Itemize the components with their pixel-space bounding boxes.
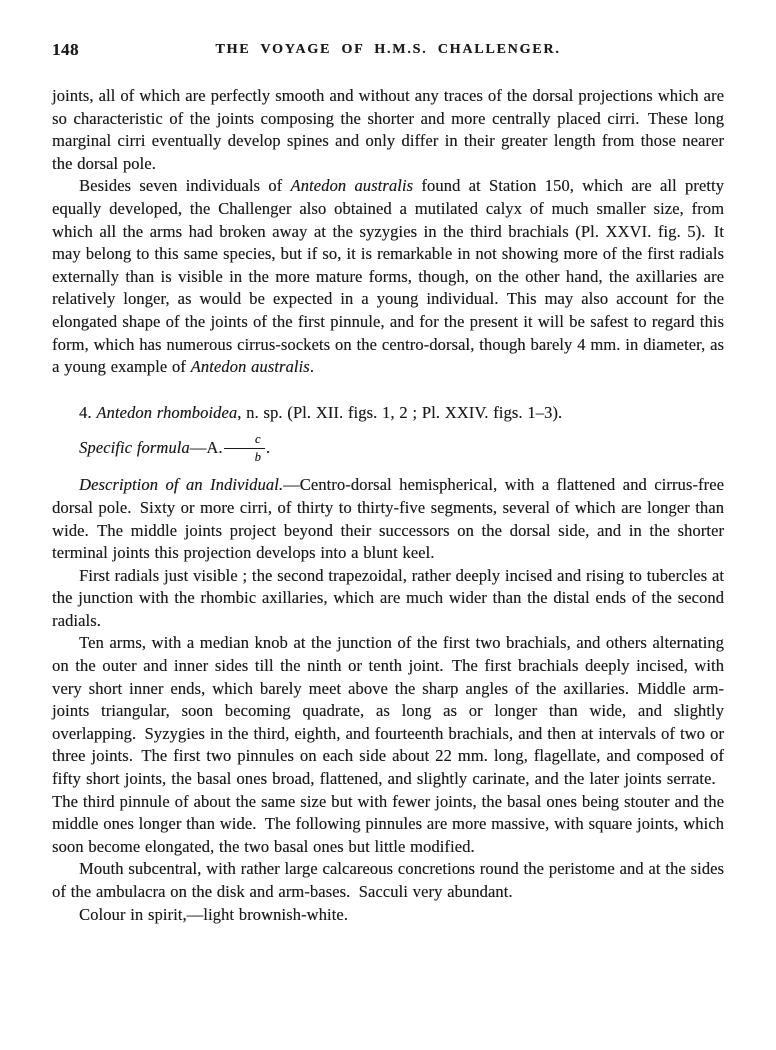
page-body	[52, 85, 724, 926]
paragraph-mouth	[52, 858, 724, 903]
italic-text-run: Specific formula	[79, 438, 190, 458]
paragraph-joints-continuation	[52, 85, 724, 175]
paragraph-ten-arms	[52, 632, 724, 858]
text-run: Colour in spirit,—light brownish-white.	[79, 904, 348, 924]
running-title: THE VOYAGE OF H.M.S. CHALLENGER.	[215, 42, 561, 57]
fraction-denominator: b	[224, 448, 265, 464]
paragraph-description	[52, 474, 724, 564]
italic-text-run: Antedon australis	[290, 176, 414, 196]
text-run: found at Station 150, which are all pretty equally developed, the Challenger also obtained a mutilated calyx of much smaller size, from which all the arms had broken away at the syzygies in the third brachials (Pl. XXVI. fig. 5). It may belong to this same species, but if so, it is remarkable in not showing more of the first radials externally than is visible in the more mature forms, though, on the other hand, the axillaries are relatively longer, as would be expected in a young individual. This may also account for the elongated shape of the joints of the first pinnule, and for the present it will be safest to regard this form, which has numerous cirrus-sockets on the centro-dorsal, though barely 4 mm. in diameter, as a young example of	[52, 176, 725, 377]
text-run: .	[265, 438, 271, 458]
text-run: 4.	[79, 402, 97, 422]
text-run: .	[309, 357, 314, 377]
italic-text-run: Antedon rhomboidea	[96, 402, 238, 422]
text-run: joints, all of which are perfectly smooth and without any traces of the dorsal projections which are so characteristic of the joints composing the shorter and more centrally placed cirri. These long marginal cirri eventually develop spines and only differ in their greater length from those nearer the dorsal pole.	[52, 86, 724, 173]
fraction-numerator: c	[254, 432, 261, 447]
italic-text-run: Antedon australis	[190, 357, 310, 377]
text-run: Ten arms, with a median knob at the junction of the first two brachials, and others alternating on the outer and inner sides till the ninth or tenth joint. The first brachials deeply incised, with very short inner ends, which barely meet above the sharp angles of the axillaries. Middle arm-joints triangular, soon becoming quadrate, as long as or longer than wide, and slightly overlapping. Syzygies in the third, eighth, and fourteenth brachials, and then at intervals of two or three joints. The first two pinnules on each side about 22 mm. long, flagellate, and composed of fifty short joints, the basal ones broad, flattened, and slightly carinate, and the later joints serrate. The third pinnule of about the same size but with fewer joints, the basal ones being stouter and the middle ones longer than wide. The following pinnules are more massive, with square joints, which soon become elongated, the two basal ones but little modified.	[52, 633, 724, 856]
fraction	[224, 433, 265, 463]
text-run: Besides seven individuals of	[79, 176, 291, 196]
text-run: , n. sp. (Pl. XII. figs. 1, 2 ; Pl. XXIV. figs. 1–3).	[237, 402, 563, 422]
page-header	[52, 40, 724, 62]
text-run: First radials just visible ; the second trapezoidal, rather deeply incised and rising to tubercles at the junction with the rhombic axillaries, which are much wider than the distal ends of the second radials.	[52, 565, 724, 630]
text-run: —A.	[189, 438, 223, 458]
text-run: Mouth subcentral, with rather large calcareous concretions round the peristome and at the sides of the ambulacra on the disk and arm-bases. Sacculi very abundant.	[52, 859, 724, 901]
specific-formula	[52, 433, 724, 465]
paragraph-antedon-australis	[52, 175, 724, 378]
paragraph-colour	[52, 904, 724, 927]
paragraph-first-radials	[52, 565, 724, 633]
species-heading	[52, 402, 724, 425]
italic-text-run: Description of an Individual.	[79, 475, 284, 495]
page-number: 148	[52, 40, 79, 59]
text-run: —Centro-dorsal hemispherical, with a flattened and cirrus-free dorsal pole. Sixty or more cirri, of thirty to thirty-five segments, several of which are longer than wide. The middle joints project beyond their successors on the dorsal side, and in the shorter terminal joints this projection develops into a blunt keel.	[52, 475, 724, 563]
